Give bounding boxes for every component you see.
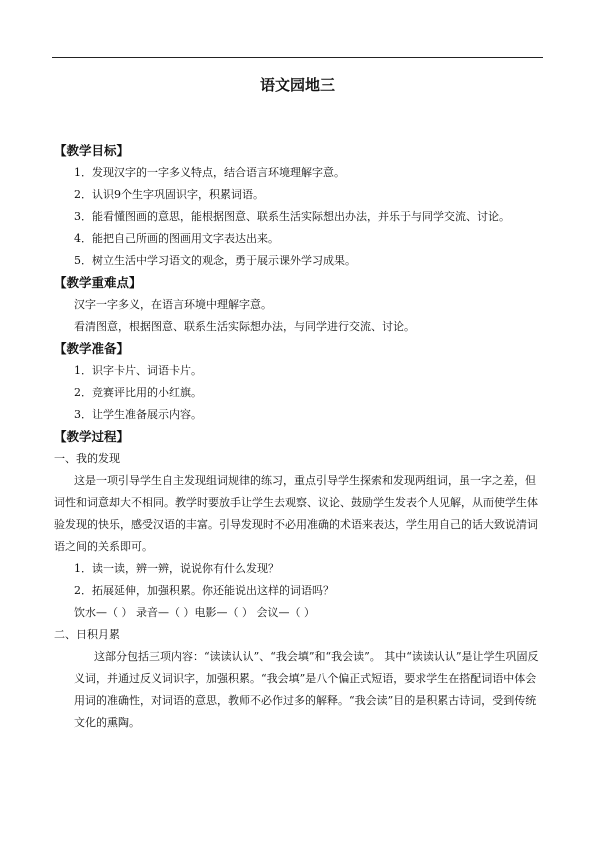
process-heading: 【教学过程】 [54, 429, 130, 444]
section-paragraph: 这是一项引导学生自主发现组词规律的练习，重点引导学生探索和发现两组词，虽一字之差，但词性和词意却大不相同。教学时要放手让学生去观察、议论、鼓励学生发表个人见解，从而使学生体验发现的快乐，感受汉语的丰富。引导发现时不必用准确的术语来表达，学生用自己的话大致说清词语之间的关系即可。 [54, 474, 538, 553]
goal-item: 2．认识9个生字巩固识字，积累词语。 [74, 188, 264, 201]
goal-item: 5．树立生活中学习语文的观念，勇于展示课外学习成果。 [74, 254, 356, 267]
goal-item: 4．能把自己所画的图画用文字表达出来。 [74, 232, 279, 245]
goals-heading: 【教学目标】 [54, 143, 130, 158]
exercise-item: 2．拓展延伸，加强积累。你还能说出这样的词语吗？ [74, 584, 334, 597]
prep-item: 1．识字卡片、词语卡片。 [74, 364, 202, 377]
exercise-item: 1．读一读，辨一辨，说说你有什么发现？ [74, 562, 279, 575]
goal-item: 1．发现汉字的一字多义特点，结合语言环境理解字意。 [74, 166, 345, 179]
prep-item: 3．让学生准备展示内容。 [74, 408, 202, 421]
keypoint-item: 看清图意，根据图意、联系生活实际想办法，与同学进行交流、讨论。 [74, 320, 415, 333]
prep-item: 2．竞赛评比用的小红旗。 [74, 386, 202, 399]
document-body [54, 140, 542, 734]
keypoints-heading: 【教学重难点】 [54, 275, 142, 290]
header-rule [52, 57, 543, 58]
exercise-item: 饮水—（ ） 录音—（ ）电影—（ ） 会议—（ ） [74, 606, 315, 619]
prep-heading: 【教学准备】 [54, 341, 130, 356]
goal-item: 3．能看懂图画的意思，能根据图意、联系生活实际想出办法，并乐于与同学交流、讨论。 [74, 210, 510, 223]
page-title: 语文园地三 [259, 76, 335, 94]
section-title: 一、我的发现 [54, 452, 120, 465]
keypoint-item: 汉字一字多义，在语言环境中理解字意。 [74, 298, 272, 311]
section-title: 二、日积月累 [54, 628, 120, 641]
section-paragraph: 这部分包括三项内容：“读读认认”、“我会填”和“我会读”。 其中“读读认认”是让学生巩固反义词，并通过反义词识字，加强积累。“我会填”是八个偏正式短语，要求学生在搭配词语中体会用词的准确性，对词语的意思，教师不必作过多的解释。“我会读”目的是积累古诗词，受到传统文化的熏陶。 [74, 650, 539, 729]
